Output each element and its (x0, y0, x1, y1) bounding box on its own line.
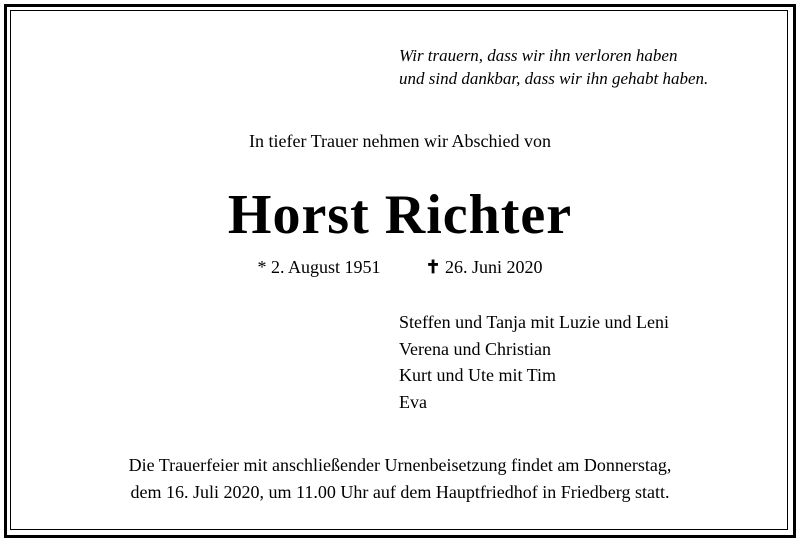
cross-icon: ✝ (425, 257, 441, 277)
mourner-line: Verena und Christian (399, 338, 551, 359)
mourner-line: Kurt und Ute mit Tim (399, 365, 557, 385)
mourners-list (399, 309, 669, 415)
mourner-line: Eva (399, 391, 427, 412)
motto-line-2: und sind dankbar, dass wir ihn gehabt haben. (399, 69, 709, 88)
birth-date: * 2. August 1951 (257, 257, 381, 277)
intro-text: In tiefer Trauer nehmen wir Abschied von (249, 131, 551, 151)
service-notice (0, 452, 800, 506)
service-line-1: Die Trauerfeier mit anschließender Urnenbeisetzung findet am Donnerstag, (128, 455, 672, 475)
service-line-2: dem 16. Juli 2020, um 11.00 Uhr auf dem Hauptfriedhof in Friedberg statt. (130, 482, 670, 502)
deceased-name: Horst Richter (227, 184, 573, 246)
mourner-line: Steffen und Tanja mit Luzie und Leni (399, 312, 670, 332)
death-date: 26. Juni 2020 (445, 257, 543, 277)
motto-line-1: Wir trauern, dass wir ihn verloren haben (399, 46, 678, 65)
life-dates (0, 256, 800, 278)
motto (399, 44, 708, 90)
